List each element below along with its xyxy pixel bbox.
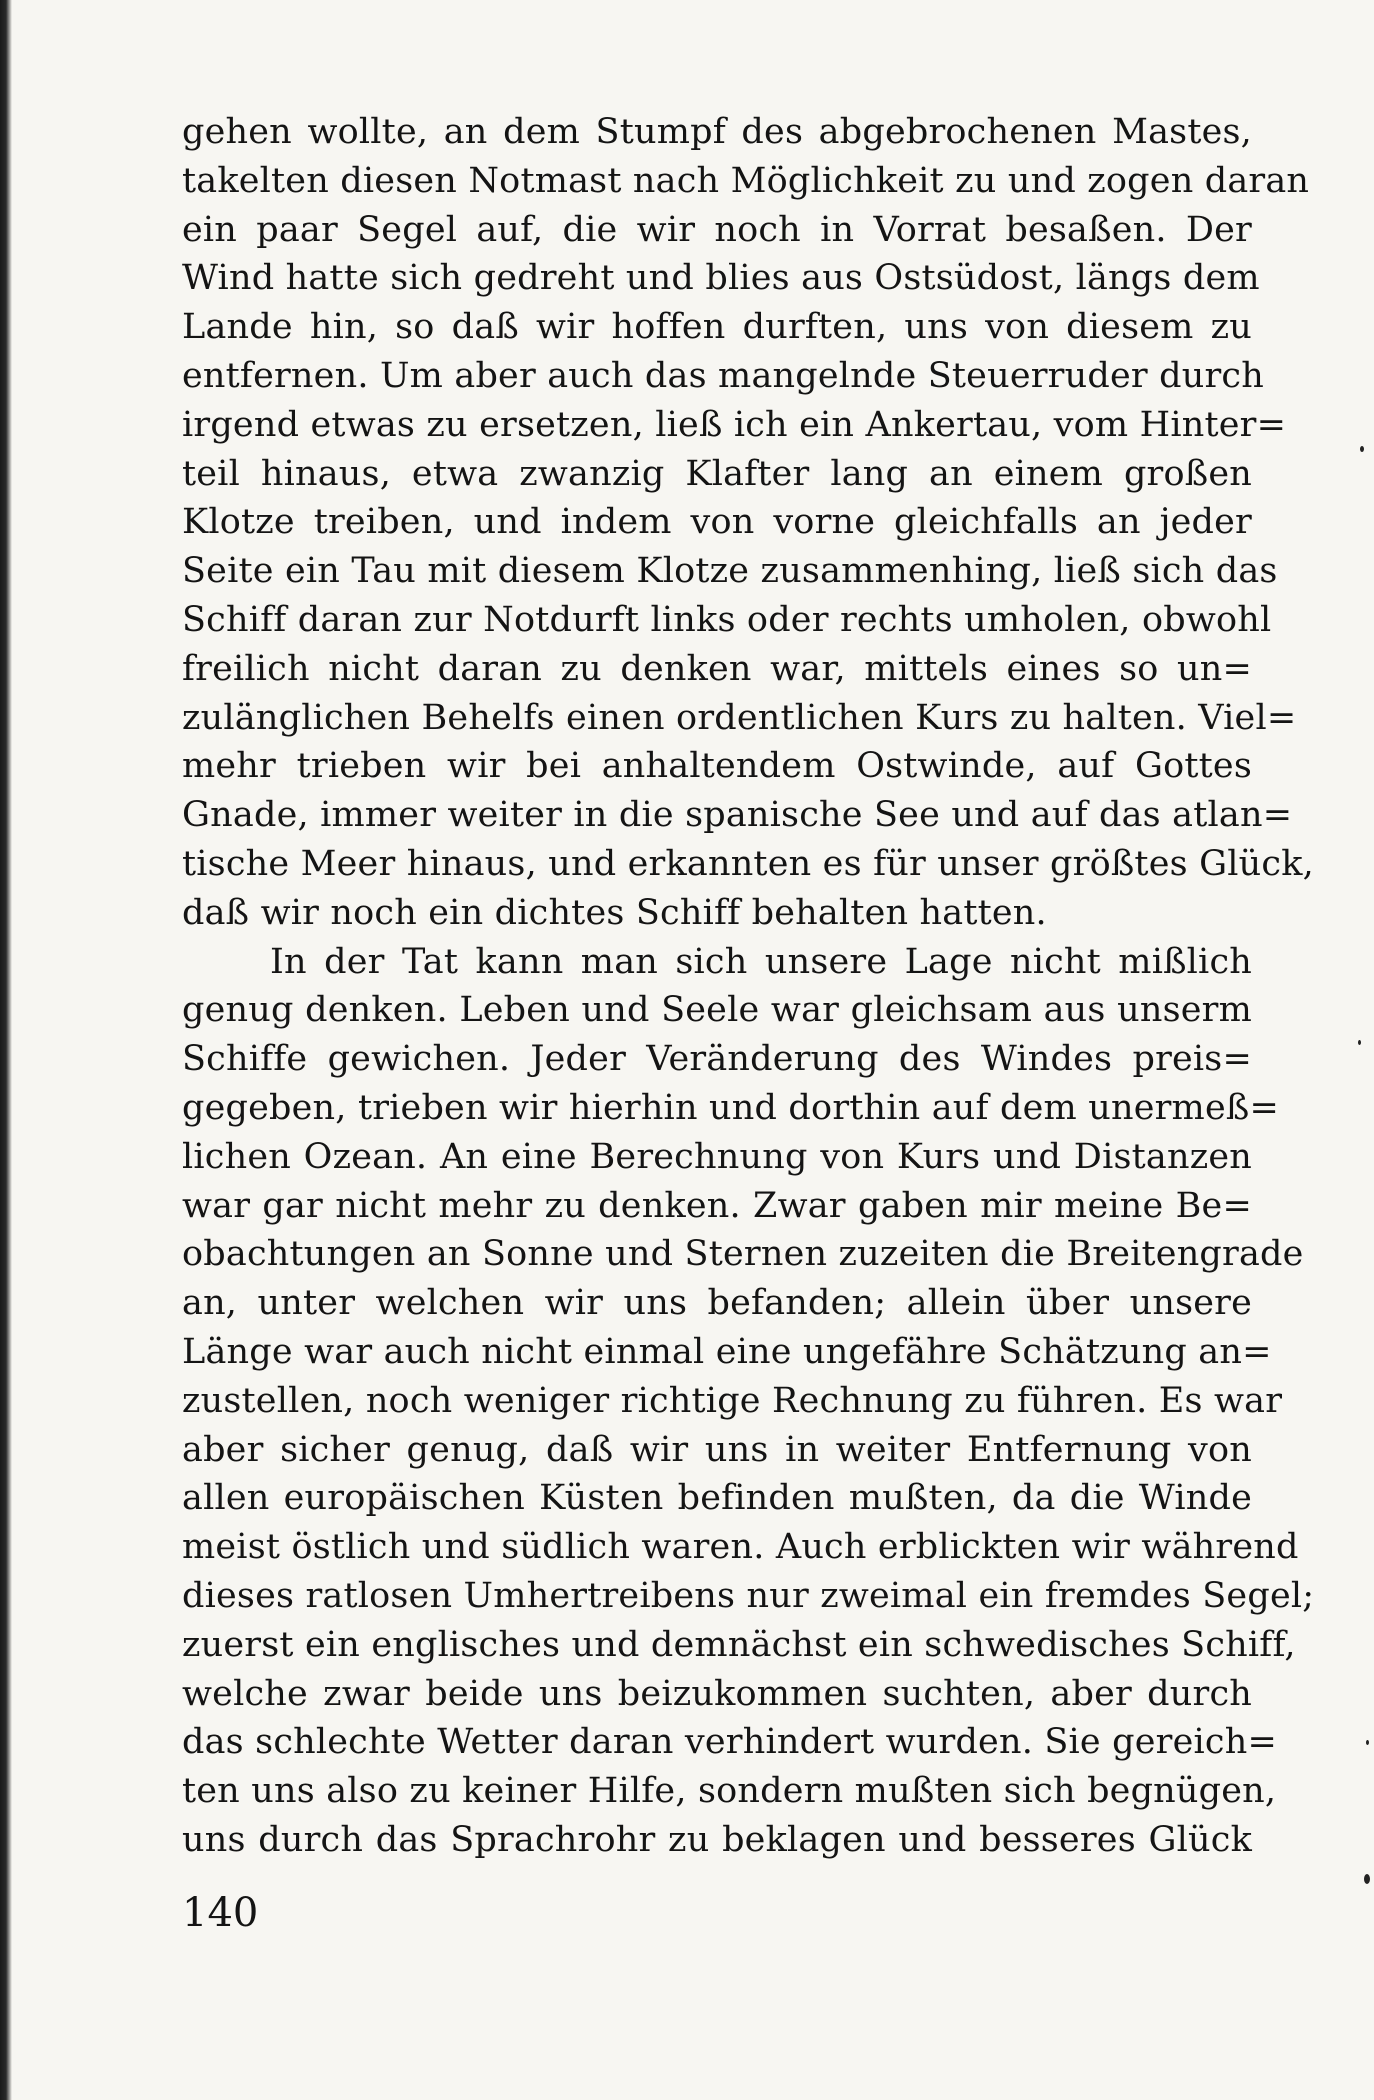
text-line: zulänglichen Behelfs einen ordentlichen Kurs zu halten. Viel=: [182, 697, 1297, 738]
text-line: aber sicher genug, daß wir uns in weiter Entfernung von: [182, 1429, 1252, 1470]
text-line: zustellen, noch weniger richtige Rechnung zu führen. Es war: [182, 1380, 1283, 1421]
text-line: Klotze treiben, und indem von vorne gleichfalls an jeder: [182, 502, 1252, 543]
text-line: uns durch das Sprachrohr zu beklagen und besseres Glück: [182, 1819, 1252, 1860]
ink-speck: [1366, 1740, 1369, 1745]
paragraph-2: [182, 938, 1315, 1865]
text-line: In der Tat kann man sich unsere Lage nicht mißlich: [270, 941, 1252, 982]
text-line: genug denken. Leben und Seele war gleichsam aus unserm: [182, 990, 1252, 1031]
page-number: 140: [182, 1890, 259, 1936]
text-line: Schiff daran zur Notdurft links oder rechts umholen, obwohl: [182, 599, 1272, 640]
text-line: takelten diesen Notmast nach Möglichkeit zu und zogen daran: [182, 160, 1310, 201]
text-line: obachtungen an Sonne und Sternen zuzeiten die Breitengrade: [182, 1234, 1304, 1275]
ink-speck: [1360, 446, 1364, 452]
text-line: war gar nicht mehr zu denken. Zwar gaben mir meine Be=: [182, 1185, 1252, 1226]
paragraph-1: [182, 108, 1314, 938]
text-line: an, unter welchen wir uns befanden; allein über unsere: [182, 1283, 1252, 1324]
text-line: Länge war auch nicht einmal eine ungefähre Schätzung an=: [182, 1331, 1272, 1372]
ink-speck: [1358, 1040, 1361, 1045]
text-line: tische Meer hinaus, und erkannten es für unser größtes Glück,: [182, 843, 1314, 884]
text-line: allen europäischen Küsten befinden mußten, da die Winde: [182, 1478, 1252, 1519]
text-line: gegeben, trieben wir hierhin und dorthin auf dem unermeß=: [182, 1087, 1279, 1128]
text-line: Lande hin, so daß wir hoffen durften, uns von diesem zu: [182, 307, 1252, 348]
book-binding-edge: [0, 0, 12, 2100]
text-line: irgend etwas zu ersetzen, ließ ich ein Ankertau, vom Hinter=: [182, 404, 1287, 445]
text-line: gehen wollte, an dem Stumpf des abgebrochenen Mastes,: [182, 112, 1252, 152]
text-line: mehr trieben wir bei anhaltendem Ostwinde, auf Gottes: [182, 746, 1252, 787]
text-line: ein paar Segel auf, die wir noch in Vorrat besaßen. Der: [182, 209, 1252, 250]
text-line: freilich nicht daran zu denken war, mittels eines so un=: [182, 648, 1252, 689]
text-line: Schiffe gewichen. Jeder Veränderung des Windes preis=: [182, 1039, 1252, 1080]
text-line: dieses ratlosen Umhertreibens nur zweimal ein fremdes Segel;: [182, 1575, 1315, 1616]
text-line: Wind hatte sich gedreht und blies aus Ostsüdost, längs dem: [182, 258, 1260, 299]
ink-speck: [1364, 1874, 1370, 1884]
text-line: lichen Ozean. An eine Berechnung von Kurs und Distanzen: [182, 1136, 1252, 1177]
text-line: entfernen. Um aber auch das mangelnde Steuerruder durch: [182, 355, 1264, 396]
text-line: zuerst ein englisches und demnächst ein schwedisches Schiff,: [182, 1624, 1296, 1665]
text-line: welche zwar beide uns beizukommen suchten, aber durch: [182, 1673, 1252, 1714]
text-line: daß wir noch ein dichtes Schiff behalten hatten.: [182, 892, 1047, 933]
text-line: Gnade, immer weiter in die spanische See und auf das atlan=: [182, 795, 1293, 836]
text-line: das schlechte Wetter daran verhindert wurden. Sie gereich=: [182, 1722, 1277, 1763]
text-line: Seite ein Tau mit diesem Klotze zusammenhing, ließ sich das: [182, 551, 1278, 592]
page-text: [182, 108, 1315, 1865]
text-line: teil hinaus, etwa zwanzig Klafter lang an einem großen: [182, 453, 1252, 494]
text-line: meist östlich und südlich waren. Auch erblickten wir während: [182, 1527, 1299, 1568]
text-line: ten uns also zu keiner Hilfe, sondern mußten sich begnügen,: [182, 1771, 1277, 1812]
